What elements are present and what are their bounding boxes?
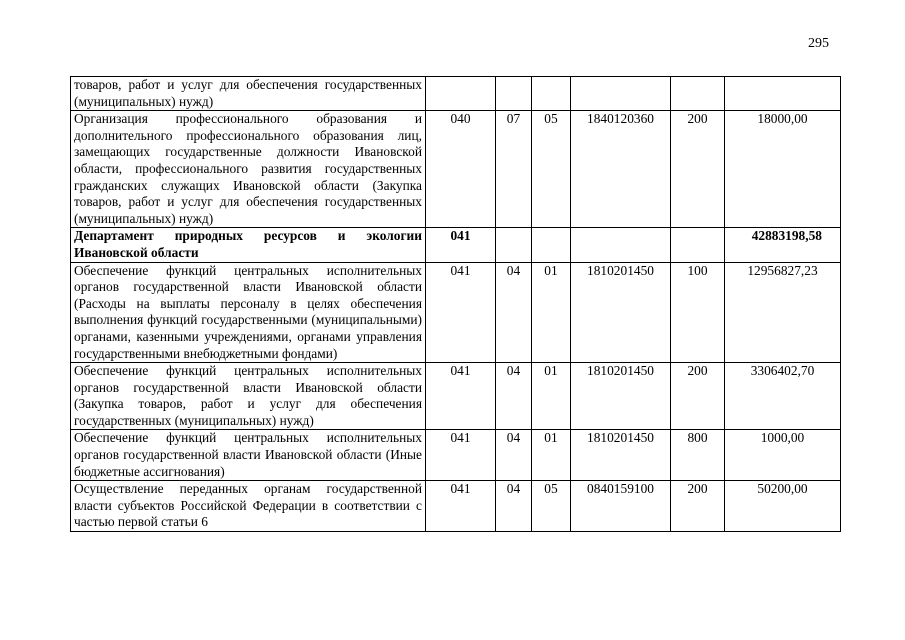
expense-type-cell: [671, 77, 725, 111]
amount-cell: [725, 77, 841, 111]
ministry-code-cell: 041: [426, 262, 496, 363]
section-code-cell: [496, 77, 532, 111]
page-number: 295: [808, 36, 829, 51]
section-code-cell: 04: [496, 481, 532, 532]
amount-cell: 3306402,70: [725, 363, 841, 430]
description-cell: товаров, работ и услуг для обеспечения государственных (муниципальных) нужд): [71, 77, 426, 111]
section-code-cell: [496, 228, 532, 262]
table-row: [71, 363, 841, 430]
target-article-cell: 1810201450: [571, 262, 671, 363]
ministry-code-cell: 041: [426, 363, 496, 430]
amount-cell: 1000,00: [725, 430, 841, 481]
expense-type-cell: 100: [671, 262, 725, 363]
ministry-code-cell: 041: [426, 481, 496, 532]
amount-cell: 18000,00: [725, 111, 841, 228]
description-cell: Обеспечение функций центральных исполнительных органов государственной власти Ивановской области (Расходы на выплаты персоналу в целях обеспечения выполнения функций государственными (муниципальными) органами, казенными учреждениями, органами управления государственными внебюджетными фондами): [71, 262, 426, 363]
table-row: [71, 111, 841, 228]
table-row: [71, 262, 841, 363]
subsection-code-cell: [532, 77, 571, 111]
expense-type-cell: 200: [671, 363, 725, 430]
ministry-code-cell: 041: [426, 430, 496, 481]
section-code-cell: 04: [496, 430, 532, 481]
ministry-code-cell: 041: [426, 228, 496, 262]
subsection-code-cell: 01: [532, 363, 571, 430]
description-cell: Обеспечение функций центральных исполнительных органов государственной власти Ивановской области (Иные бюджетные ассигнования): [71, 430, 426, 481]
table-row: [71, 481, 841, 532]
expense-type-cell: [671, 228, 725, 262]
description-cell: Обеспечение функций центральных исполнительных органов государственной власти Ивановской области (Закупка товаров, работ и услуг для обеспечения государственных (муниципальных) нужд): [71, 363, 426, 430]
expense-type-cell: 200: [671, 111, 725, 228]
section-code-cell: 04: [496, 262, 532, 363]
description-cell: Осуществление переданных органам государственной власти субъектов Российской Федерации в соответствии с частью первой статьи 6: [71, 481, 426, 532]
subsection-code-cell: 05: [532, 481, 571, 532]
target-article-cell: 1840120360: [571, 111, 671, 228]
expense-type-cell: 800: [671, 430, 725, 481]
target-article-cell: 1810201450: [571, 430, 671, 481]
target-article-cell: 0840159100: [571, 481, 671, 532]
amount-cell: 42883198,58: [725, 228, 841, 262]
table-row: [71, 430, 841, 481]
table-body: [71, 77, 841, 532]
ministry-code-cell: 040: [426, 111, 496, 228]
subsection-code-cell: 05: [532, 111, 571, 228]
subsection-code-cell: 01: [532, 262, 571, 363]
section-code-cell: 04: [496, 363, 532, 430]
subsection-code-cell: [532, 228, 571, 262]
amount-cell: 50200,00: [725, 481, 841, 532]
target-article-cell: 1810201450: [571, 363, 671, 430]
budget-table: [70, 76, 841, 532]
table-row: [71, 77, 841, 111]
expense-type-cell: 200: [671, 481, 725, 532]
section-code-cell: 07: [496, 111, 532, 228]
target-article-cell: [571, 228, 671, 262]
description-cell: Департамент природных ресурсов и экологии Ивановской области: [71, 228, 426, 262]
amount-cell: 12956827,23: [725, 262, 841, 363]
ministry-code-cell: [426, 77, 496, 111]
table-row: [71, 228, 841, 262]
subsection-code-cell: 01: [532, 430, 571, 481]
target-article-cell: [571, 77, 671, 111]
description-cell: Организация профессионального образования и дополнительного профессионального образования лиц, замещающих государственные должности Ивановской области, профессионального развития государственных гражданских служащих Ивановской области (Закупка товаров, работ и услуг для обеспечения государственных (муниципальных) нужд): [71, 111, 426, 228]
